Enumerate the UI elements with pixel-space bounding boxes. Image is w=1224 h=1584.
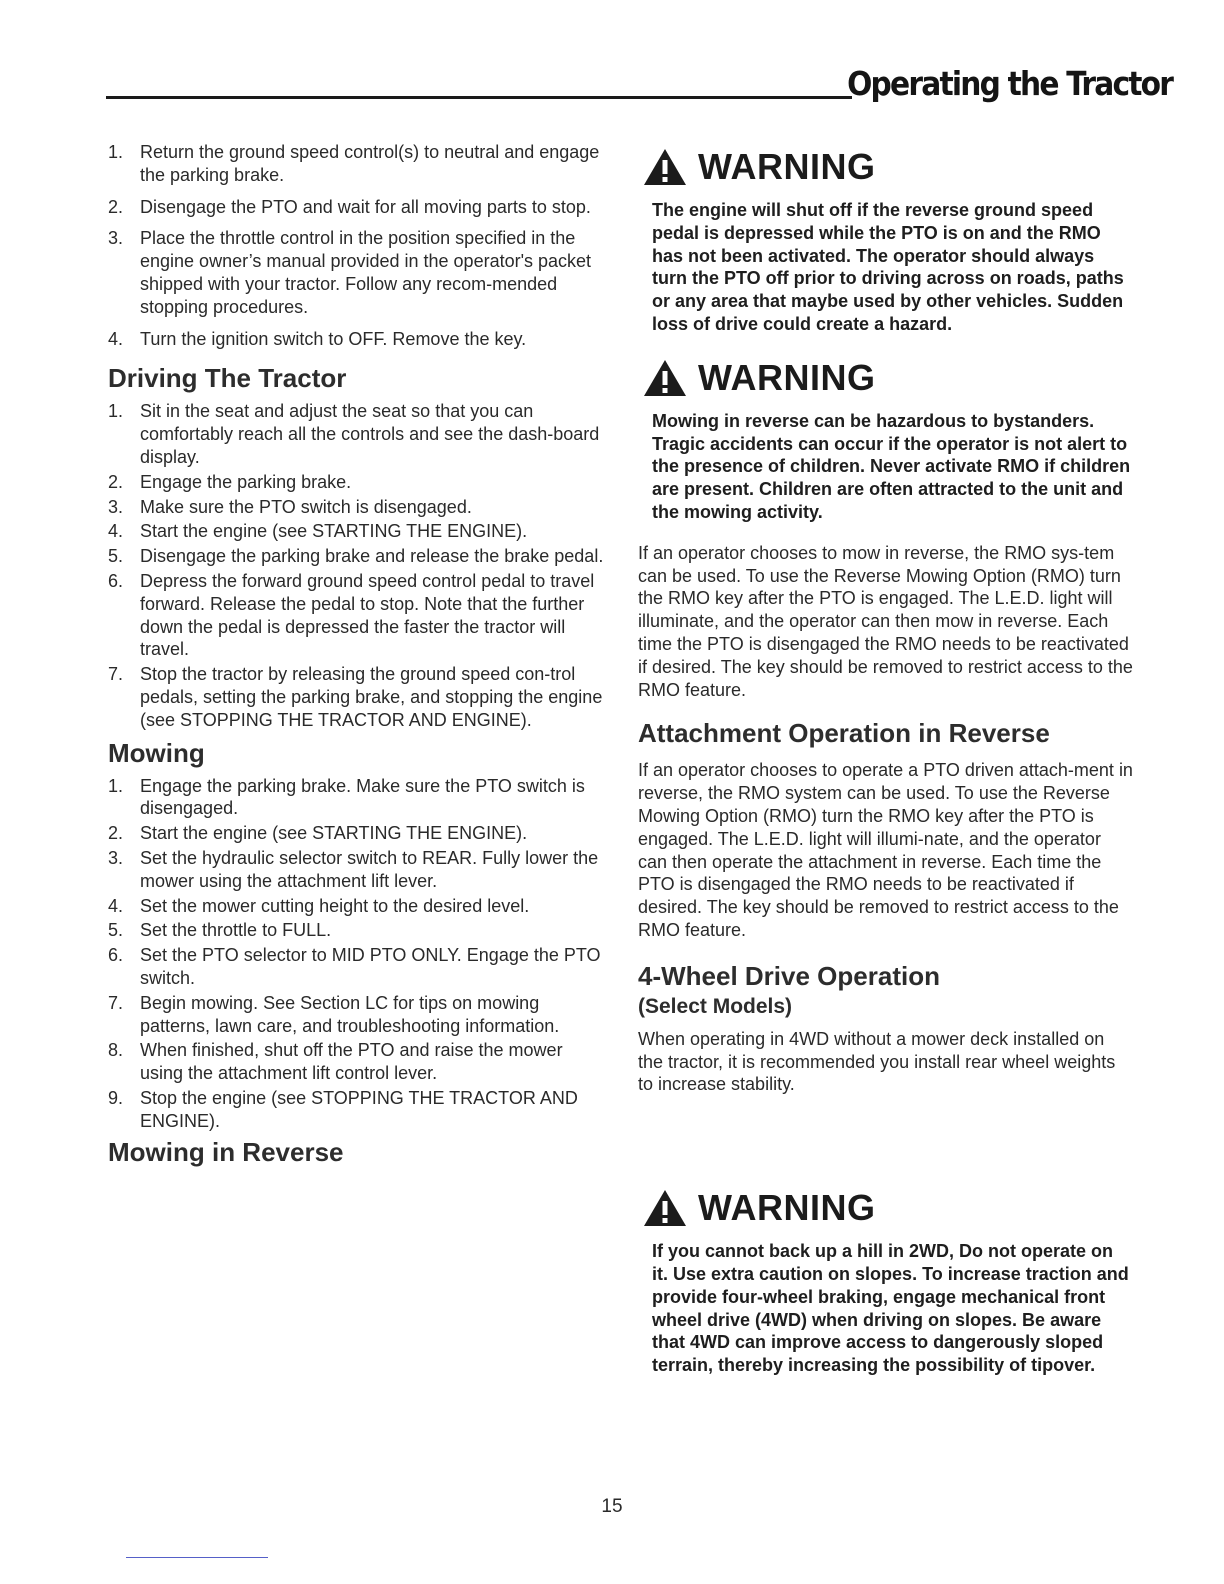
list-item: 3. Set the hydraulic selector switch to REAR. Fully lower the mower using the attachment lift lever. [108,847,599,891]
list-item: 5. Disengage the parking brake and release the brake pedal. [108,546,604,567]
four-wheel-heading: 4-Wheel Drive Operation [638,960,940,991]
mowing-steps-list [108,775,610,1133]
warning-header [642,354,1133,402]
warning-header [642,1184,1133,1232]
warning-title: WARNING [698,146,876,187]
rmo-paragraph: If an operator chooses to mow in reverse, the RMO sys-tem can be used. To use the Reverse Mowing Option (RMO) turn the RMO key after the PTO is engaged. The L.E.D. light will illuminate, and the operator can then mow in reverse. Each time the PTO is disengaged the RMO needs to be reactivated if desired. The key should be removed to restrict access to the RMO feature. [638,542,1133,700]
list-item: 4. Start the engine (see STARTING THE ENGINE). [108,521,528,542]
list-item: 3. Place the throttle control in the position specified in the engine owner’s manual provided in the operator's packet shipped with your tractor. Follow any recom-mended stopping procedures. [108,228,592,317]
page-header [0,0,1224,120]
warning-title: WARNING [698,356,876,398]
warning-triangle-icon [642,147,688,187]
list-item: 4. Turn the ignition switch to OFF. Remove the key. [108,328,527,349]
attachment-paragraph: If an operator chooses to operate a PTO driven attach-ment in reverse, the RMO system can be used. To use the Reverse Mowing Option (RMO) turn the RMO key after the PTO is engaged. The L.E.D. light will illumi-nate, and the operator can then operate the attachment in reverse. Each time the PTO is disengaged the RMO needs to be reactivated if desired. The key should be removed to restrict access to the RMO feature. [638,760,1133,940]
list-item: 2. Start the engine (see STARTING THE ENGINE). [108,823,528,844]
list-item: 7. Begin mowing. See Section LC for tips on mowing patterns, lawn care, and troubleshooting information. [108,992,560,1036]
driving-heading: Driving The Tractor [108,363,347,394]
footnote-rule [126,1557,268,1558]
warning-box-2 [638,354,1133,524]
left-column [108,141,610,1168]
four-wheel-subheading: (Select Models) [638,994,793,1018]
warning-triangle-icon [642,1188,688,1228]
four-wheel-paragraph: When operating in 4WD without a mower deck installed on the tractor, it is recommended you install rear wheel weights to increase stability. [638,1028,1116,1095]
header-title: Operating the Tractor [846,64,1172,103]
list-item: 9. Stop the engine (see STOPPING THE TRACTOR AND ENGINE). [108,1087,578,1131]
right-column [638,141,1133,1377]
list-item: 7. Stop the tractor by releasing the ground speed con-trol pedals, setting the parking brake, and stopping the engine (see STOPPING THE TRACTOR AND ENGINE). [108,664,603,730]
warning-text: If you cannot back up a hill in 2WD, Do not operate on it. Use extra caution on slopes. To increase traction and provide four-wheel braking, engage mechanical front wheel drive (4WD) when driving on slopes. Be aware that 4WD can improve access to dangerously sloped terrain, thereby increasing the possibility of tipover. [652,1241,1129,1376]
list-item: 2. Engage the parking brake. [108,471,352,492]
list-item: 6. Set the PTO selector to MID PTO ONLY. Engage the PTO switch. [108,945,601,988]
list-item: 1. Sit in the seat and adjust the seat so that you can comfortably reach all the controls and see the dash-board display. [108,401,600,467]
list-item: 3. Make sure the PTO switch is disengaged. [108,496,472,517]
warning-title: WARNING [698,1187,876,1229]
page-number: 15 [601,1496,623,1517]
stopping-steps-list [108,141,610,350]
list-item: 2. Disengage the PTO and wait for all moving parts to stop. [108,196,591,217]
list-item: 4. Set the mower cutting height to the desired level. [108,895,530,916]
driving-steps-list [108,400,610,731]
warning-header [642,143,1133,191]
warning-triangle-icon [642,358,688,398]
warning-text: Mowing in reverse can be hazardous to bystanders. Tragic accidents can occur if the operator is not alert to the presence of children. Never activate RMO if children are present. Children are often attracted to the unit and the mowing activity. [652,410,1131,522]
warning-text: The engine will shut off if the reverse ground speed pedal is depressed while the PTO is on and the RMO has not been activated. The operator should always turn the PTO off prior to driving across on roads, paths or any area that maybe used by other vehicles. Sudden loss of drive could create a hazard. [652,200,1124,334]
warning-box-1 [638,143,1133,336]
list-item: 1. Return the ground speed control(s) to neutral and engage the parking brake. [108,142,600,185]
list-item: 8. When finished, shut off the PTO and raise the mower using the attachment lift control lever. [108,1040,563,1084]
header-rule [106,96,852,99]
attachment-heading: Attachment Operation in Reverse [638,718,1050,749]
warning-box-3 [638,1184,1133,1377]
list-item: 1. Engage the parking brake. Make sure the PTO switch is disengaged. [108,775,585,819]
mowing-heading: Mowing [108,737,205,768]
list-item: 5. Set the throttle to FULL. [108,920,332,941]
list-item: 6. Depress the forward ground speed control pedal to travel forward. Release the pedal to stop. Note that the further down the pedal is depressed the faster the tractor will travel. [108,570,595,660]
mowing-reverse-heading: Mowing in Reverse [108,1137,344,1168]
